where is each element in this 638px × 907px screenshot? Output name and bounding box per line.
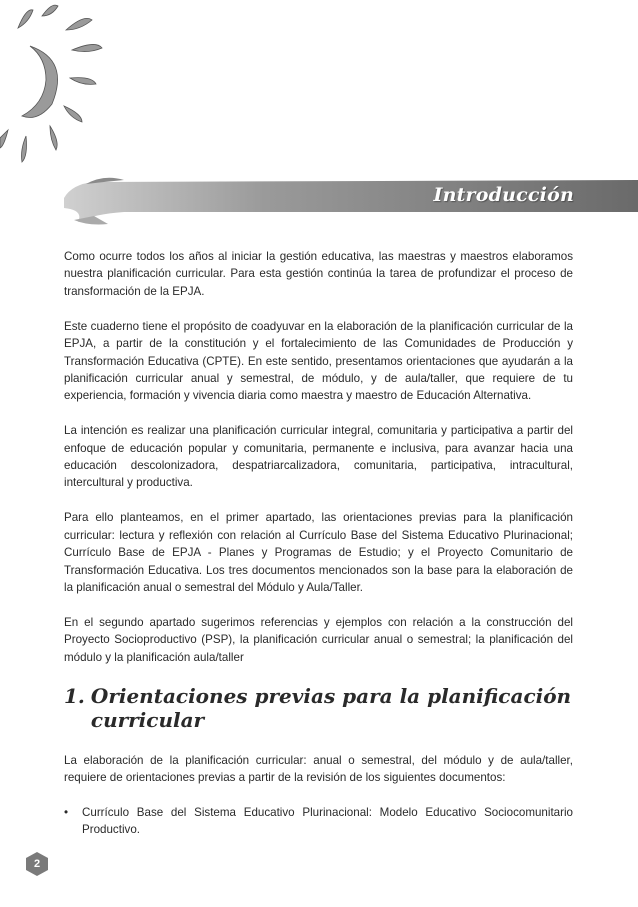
section-heading bbox=[64, 684, 573, 732]
bullet-text: Currículo Base del Sistema Educativo Plurinacional: Modelo Educativo Sociocomunitario Productivo. bbox=[82, 805, 573, 837]
intro-paragraph-1: Como ocurre todos los años al iniciar la gestión educativa, las maestras y maestros elaboramos nuestra planificación curricular. Para esta gestión continúa la tarea de profundizar el proceso de transformación de la EPJA. bbox=[64, 250, 573, 298]
list-item bbox=[64, 804, 573, 839]
sun-decoration-icon bbox=[0, 0, 130, 185]
bullet-icon: • bbox=[64, 805, 69, 819]
page-number: 2 bbox=[33, 858, 41, 870]
section-intro-paragraph: La elaboración de la planificación curricular: anual o semestral, del módulo y de aula/taller, requiere de orientaciones previas a partir de la revisión de los siguientes documentos: bbox=[64, 753, 573, 785]
intro-paragraph-5: En el segundo apartado sugerimos referencias y ejemplos con relación a la construcción del Proyecto Socioproductivo (PSP), la planificación curricular anual o semestral; la planificación del módulo y la planificación aula/taller bbox=[64, 615, 573, 664]
section-title-text: Orientaciones previas para la planificación curricular bbox=[90, 683, 572, 732]
intro-paragraph-2: Este cuaderno tiene el propósito de coadyuvar en la elaboración de la planificación curricular de la EPJA, a partir de la constitución y el fortalecimiento de las Comunidades de Producción y Transformación Educativa (CPTE). En este sentido, presentamos orientaciones que ayudarán a la planificación curricular anual y semestral, de módulo, y de aula/taller, que requiere de tu experiencia, formación y vivencia diaria como maestra y maestro de Educación Alternativa. bbox=[64, 319, 573, 403]
intro-paragraph-3: La intención es realizar una planificación curricular integral, comunitaria y participativa a partir del enfoque de educación popular y comunitaria, permanente e inclusiva, para avanzar hacia una educación descolonizadora, despatriarcalizadora, comunitaria, participativa, intracultural, intercultural y productiva. bbox=[64, 424, 573, 490]
header-title: Introducción bbox=[433, 184, 574, 206]
intro-paragraph-4: Para ello planteamos, en el primer apartado, las orientaciones previas para la planificación curricular: lectura y reflexión con relación al Currículo Base del Sistema Educativo Plurinacional; Currículo Base de EPJA - Planes y Programas de Estudio; y el Proyecto Comunitario de Transformación Educativa. Los tres documentos mencionados son la base para la elaboración de la planificación anual o semestral del Módulo y Aula/Taller. bbox=[64, 511, 573, 594]
section-number: 1. bbox=[64, 683, 85, 708]
main-content bbox=[64, 248, 573, 839]
